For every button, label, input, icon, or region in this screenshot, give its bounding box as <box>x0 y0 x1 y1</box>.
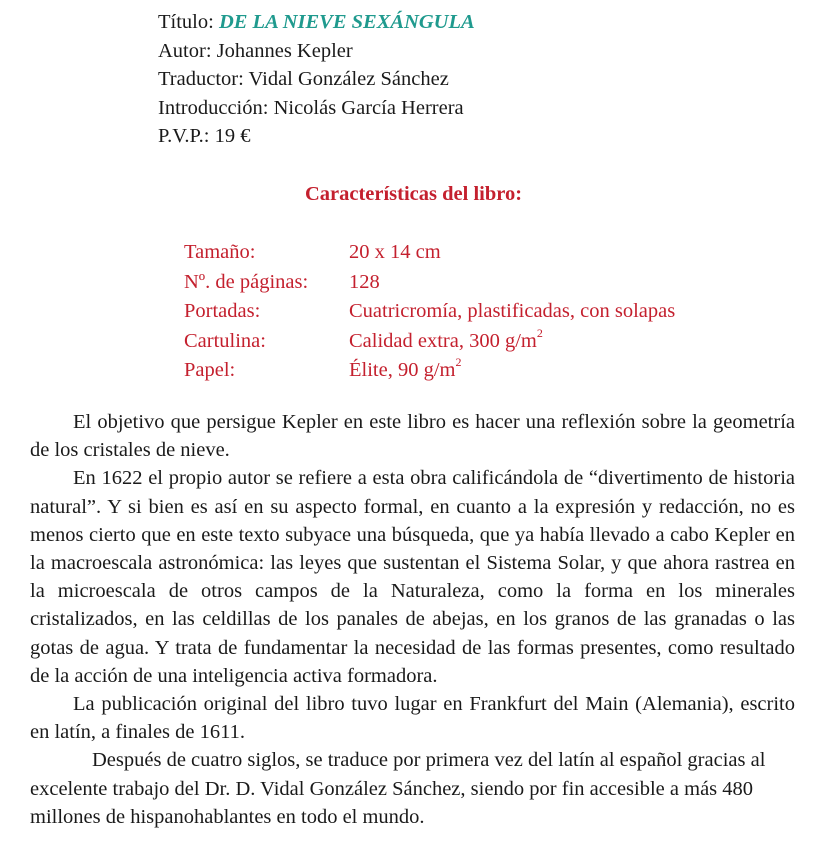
spec-label: Portadas: <box>184 300 261 322</box>
spec-label: Tamaño: <box>184 241 256 263</box>
spec-label: Cartulina: <box>184 329 266 352</box>
spec-value: Élite, 90 g/m <box>349 359 456 381</box>
description-paragraph-3: La publicación original del libro tuvo lugar en Frankfurt del Main (Alemania), escrito en latín, a finales de 1611. <box>30 693 795 744</box>
spec-row-covers <box>184 297 675 327</box>
spec-row-paper <box>184 356 675 386</box>
features-heading: Características del libro: <box>304 183 523 205</box>
spec-label: Nº. de páginas: <box>184 270 309 293</box>
book-title: DE LA NIEVE SEXÁNGULA <box>218 11 475 33</box>
superscript: 2 <box>536 325 543 340</box>
spec-label: Papel: <box>184 359 236 381</box>
spec-row-card <box>184 327 675 357</box>
price-line: P.V.P.: 19 € <box>158 125 251 147</box>
introduction-line: Introducción: Nicolás García Herrera <box>158 96 464 119</box>
description-paragraph-2: En 1622 el propio autor se refiere a esta obra calificándola de “divertimento de historia natural”. Y si bien es así en su aspecto formal, en cuanto a la expresión y redacción, no es menos cierto que en este texto subyace una búsqueda, que ya había llevado a cabo Kepler en la macroescala astronómica: las leyes que sustentan el Sistema Solar, y que ahora rastrea en la microescala de otros campos de la Naturaleza, como la forma en los minerales cristalizados, en las celdillas de los panales de abejas, en los granos de las granadas o las gotas de agua. Y trata de fundamentar la necesidad de las formas presentes, como resultado de la acción de una inteligencia activa formadora. <box>30 467 795 687</box>
translator-line: Traductor: Vidal González Sánchez <box>158 68 449 90</box>
description-paragraph-4: Después de cuatro siglos, se traduce por primera vez del latín al español gracias al excelente trabajo del Dr. D. Vidal González Sánchez, siendo por fin accesible a más 480 millones de hispanohablantes en todo el mundo. <box>30 749 766 828</box>
description-paragraph-1: El objetivo que persigue Kepler en este libro es hacer una reflexión sobre la geometría de los cristales de nieve. <box>30 411 795 462</box>
spec-row-pages <box>184 268 675 298</box>
book-metadata <box>158 8 475 151</box>
title-label: Título: <box>158 11 219 33</box>
spec-value: Calidad extra, 300 g/m <box>349 329 537 352</box>
superscript: 2 <box>455 355 462 370</box>
title-line <box>158 8 475 37</box>
features-list <box>184 238 675 386</box>
description <box>30 408 795 831</box>
spec-row-size <box>184 238 675 268</box>
spec-value: Cuatricromía, plastificadas, con solapas <box>349 300 676 322</box>
spec-value: 128 <box>349 270 380 293</box>
author-line: Autor: Johannes Kepler <box>158 39 353 62</box>
spec-value: 20 x 14 cm <box>349 241 441 263</box>
